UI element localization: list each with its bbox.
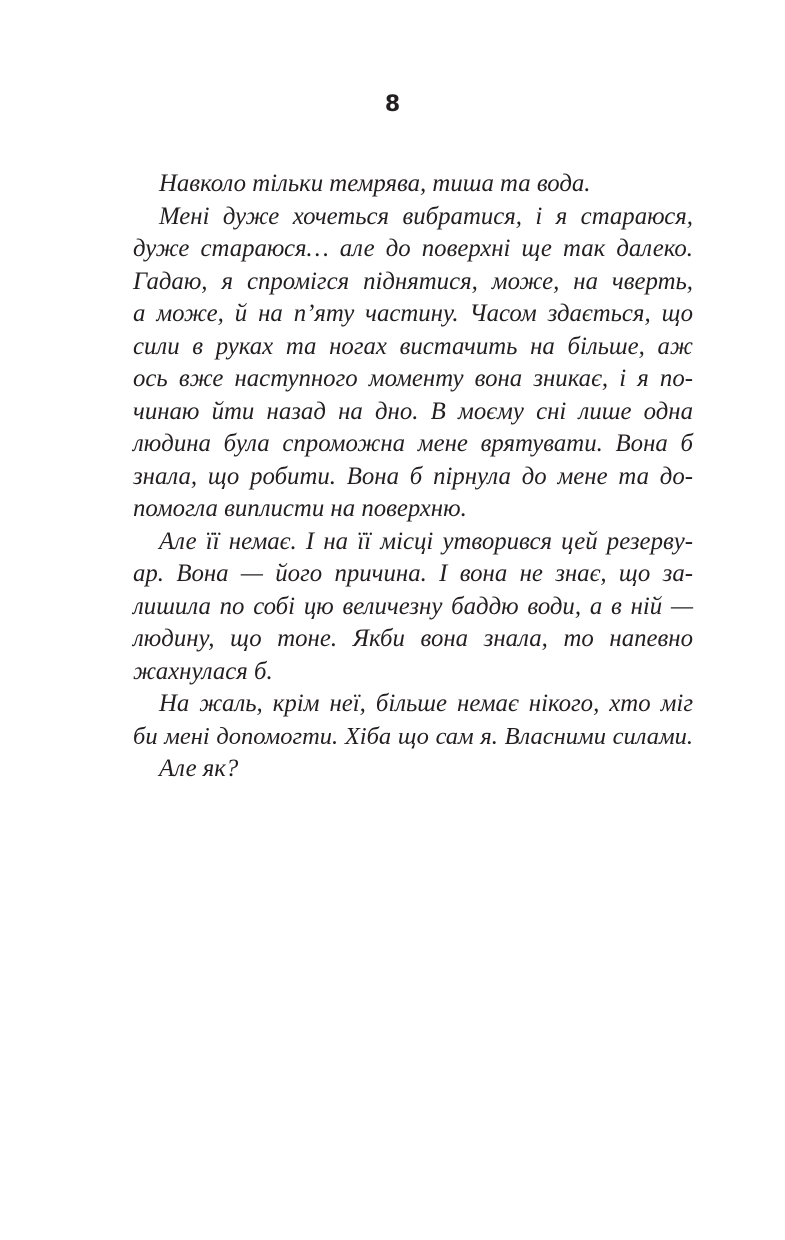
text-line: жахнулася б. (133, 657, 273, 685)
text-line: людина була спроможна мене врятувати. Вона б (133, 430, 693, 457)
text-line: Але як? (159, 755, 239, 782)
text-line: лишила по собі цю величезну баддю води, а в ній — (133, 592, 693, 620)
text-line: сили в руках та ногах вистачить на більше, аж (133, 332, 693, 360)
text-line: а може, й на п’яту частину. Часом здається, що (133, 300, 693, 327)
chapter-number: 8 (384, 92, 401, 117)
text-line: ар. Вона — його причина. І вона не знає, що за- (133, 560, 693, 587)
text-line: ось вже наступного моменту вона зникає, і я по- (133, 365, 693, 392)
text-line: помогла виплисти на поверхню. (133, 495, 467, 522)
text-line: чинаю йти назад на дно. В моєму сні лише одна (133, 397, 693, 425)
text-line: знала, що робити. Вона б пірнула до мене та до- (133, 462, 693, 490)
text-line: На жаль, крім неї, більше немає нікого, хто міг (159, 690, 693, 717)
text-line: Мені дуже хочеться вибратися, і я стараюся, (159, 202, 693, 230)
text-line: Навколо тільки темрява, тиша та вода. (159, 170, 591, 197)
text-line: би мені допомогти. Хіба що сам я. Власними силами. (133, 722, 693, 750)
text-line: Але її немає. І на її місці утворився цей резерву- (159, 527, 693, 555)
text-line: Гадаю, я спромігся піднятися, може, на чверть, (133, 267, 693, 295)
text-line: людину, що тоне. Якби вона знала, то напевно (133, 625, 693, 652)
text-line: дуже стараюся… але до поверхні ще так далеко. (133, 235, 693, 262)
chapter-text (133, 168, 693, 786)
